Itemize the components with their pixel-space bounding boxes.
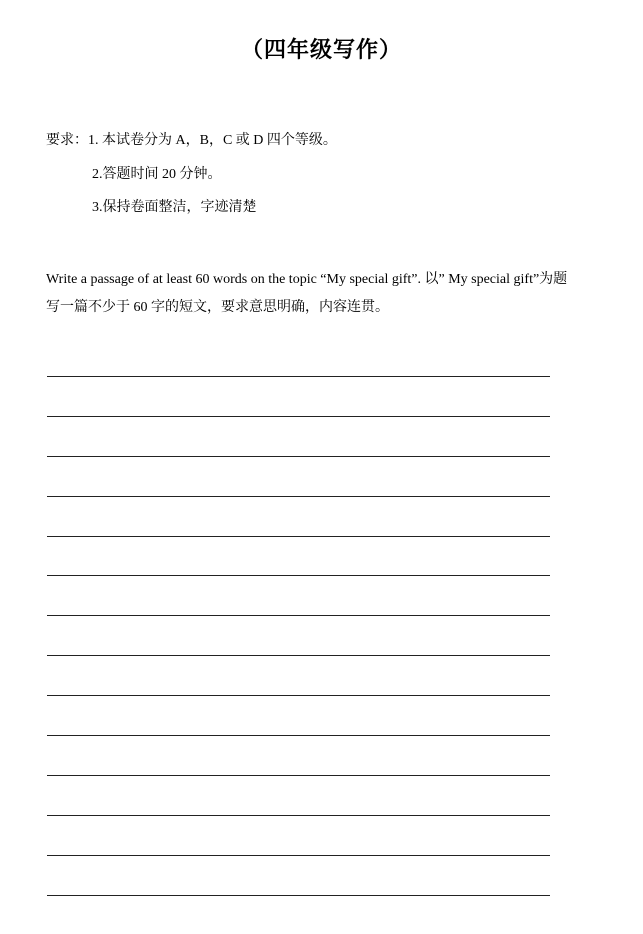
answer-line[interactable] <box>47 575 550 615</box>
requirement-item-1: 1. 本试卷分为 A，B，C 或 D 四个等级。 <box>88 133 337 148</box>
requirement-line-1 <box>46 131 337 151</box>
prompt-line-chinese: 写一篇不少于 60 字的短文，要求意思明确，内容连贯。 <box>46 300 389 315</box>
answer-line[interactable] <box>47 695 550 735</box>
answer-line[interactable] <box>47 416 550 456</box>
answer-line[interactable] <box>47 855 550 895</box>
answer-line[interactable] <box>47 775 550 815</box>
answer-line[interactable] <box>47 536 550 576</box>
answer-line[interactable] <box>47 735 550 775</box>
writing-prompt <box>46 266 586 322</box>
answer-line[interactable] <box>47 376 550 416</box>
requirement-item-3: 3.保持卷面整洁，字迹清楚 <box>92 200 257 215</box>
page-title: （四年级写作） <box>240 38 402 63</box>
answer-line[interactable] <box>47 615 550 655</box>
requirements-label: 要求： <box>46 133 88 148</box>
answer-line[interactable] <box>47 496 550 536</box>
requirement-item-2: 2.答题时间 20 分钟。 <box>92 167 222 182</box>
answer-line[interactable] <box>47 815 550 855</box>
answer-line[interactable] <box>47 456 550 496</box>
answer-lines[interactable] <box>47 376 550 934</box>
prompt-line-english: Write a passage of at least 60 words on the topic “My special gift”. 以” My special gift”为题 <box>46 272 568 287</box>
answer-line[interactable] <box>47 895 550 934</box>
answer-line[interactable] <box>47 655 550 695</box>
